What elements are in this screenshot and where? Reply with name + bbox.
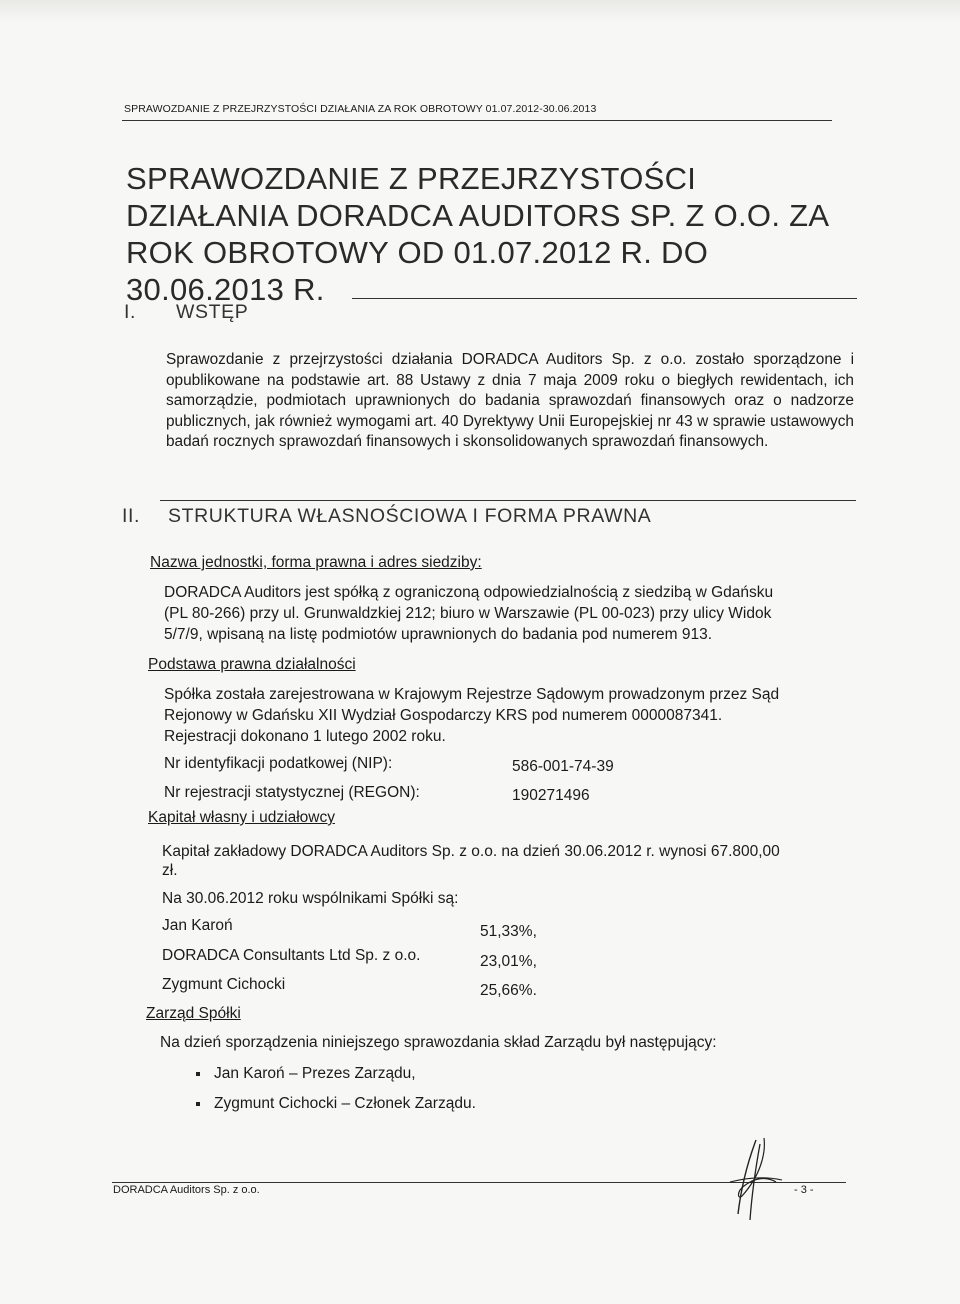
legal-line: Spółka została zarejestrowana w Krajowym Rejestrze Sądowym prowadzonym przez Sąd	[164, 686, 780, 703]
page-number: - 3 -	[794, 1184, 814, 1196]
section1-title: WSTĘP	[176, 301, 249, 323]
board-label: Zarząd Spółki	[146, 1005, 241, 1022]
section2-title: STRUKTURA WŁASNOŚCIOWA I FORMA PRAWNA	[168, 505, 652, 527]
bullet-icon	[196, 1102, 200, 1106]
partner-share: 23,01%,	[480, 953, 537, 970]
entity-label: Nazwa jednostki, forma prawna i adres siedziby:	[150, 554, 482, 571]
board-member: Zygmunt Cichocki – Członek Zarządu.	[214, 1095, 476, 1112]
section2-number: II.	[122, 505, 141, 527]
regon-value: 190271496	[512, 787, 590, 804]
partner-share: 25,66%.	[480, 982, 537, 999]
legal-line: Rejestracji dokonano 1 lutego 2002 roku.	[164, 728, 446, 745]
partner-name: Zygmunt Cichocki	[162, 976, 286, 993]
entity-line: DORADCA Auditors jest spółką z ograniczoną odpowiedzialnością z siedzibą w Gdańsku	[164, 584, 774, 601]
signature-initial	[720, 1136, 790, 1222]
entity-line: (PL 80-266) przy ul. Grunwaldzkiej 212; biuro w Warszawie (PL 00-023) przy ulicy Widok	[164, 605, 772, 622]
board-intro: Na dzień sporządzenia niniejszego sprawozdania skład Zarządu był następujący:	[160, 1034, 717, 1051]
partners-intro: Na 30.06.2012 roku wspólnikami Spółki są:	[162, 890, 459, 907]
partner-name: Jan Karoń	[162, 917, 233, 934]
document-title: SPRAWOZDANIE Z PRZEJRZYSTOŚCI DZIAŁANIA DORADCA AUDITORS SP. Z O.O. ZA ROK OBROTOWY OD 01.07.2012 R. DO 30.06.2013 R.	[126, 161, 828, 307]
entity-line: 5/7/9, wpisaną na listę podmiotów uprawnionych do badania pod numerem 913.	[164, 626, 713, 643]
section2-rule	[160, 500, 856, 501]
capital-line: Kapitał zakładowy DORADCA Auditors Sp. z o.o. na dzień 30.06.2012 r. wynosi 67.800,00	[162, 843, 780, 860]
nip-label: Nr identyfikacji podatkowej (NIP):	[164, 755, 393, 772]
board-member-item	[196, 1065, 416, 1083]
regon-label: Nr rejestracji statystycznej (REGON):	[164, 784, 420, 801]
running-header: SPRAWOZDANIE Z PRZEJRZYSTOŚCI DZIAŁANIA ZA ROK OBROTOWY 01.07.2012-30.06.2013	[124, 103, 597, 115]
capital-line: zł.	[162, 862, 178, 879]
section2-heading	[122, 505, 651, 528]
legal-basis-label: Podstawa prawna działalności	[148, 656, 356, 673]
partner-name: DORADCA Consultants Ltd Sp. z o.o.	[162, 947, 421, 964]
scan-edge	[0, 0, 960, 22]
partner-share: 51,33%,	[480, 923, 537, 940]
capital-label: Kapitał własny i udziałowcy	[148, 809, 335, 826]
section1-heading	[124, 301, 248, 324]
legal-line: Rejonowy w Gdańsku XII Wydział Gospodarczy KRS pod numerem 0000087341.	[164, 707, 723, 724]
section1-rule	[352, 298, 857, 299]
bullet-icon	[196, 1072, 200, 1076]
board-member: Jan Karoń – Prezes Zarządu,	[214, 1065, 416, 1082]
nip-value: 586-001-74-39	[512, 758, 614, 775]
section1-number: I.	[124, 301, 137, 323]
header-rule	[122, 120, 832, 121]
section1-paragraph: Sprawozdanie z przejrzystości działania DORADCA Auditors Sp. z o.o. zostało sporządzone i opublikowane na podstawie art. 88 Ustawy z dnia 7 maja 2009 roku o biegłych rewidentach, ich samorządzie, podmiotach uprawnionych do badania sprawozdań finansowych oraz o nadzorze publicznych, jak również wymogami art. 40 Dyrektywy Unii Europejskiej nr 43 w sprawie ustawowych badań rocznych sprawozdań finansowych i skonsolidowanych sprawozdań finansowych.	[166, 351, 854, 450]
board-member-item	[196, 1095, 476, 1113]
footer-company: DORADCA Auditors Sp. z o.o.	[113, 1184, 260, 1196]
